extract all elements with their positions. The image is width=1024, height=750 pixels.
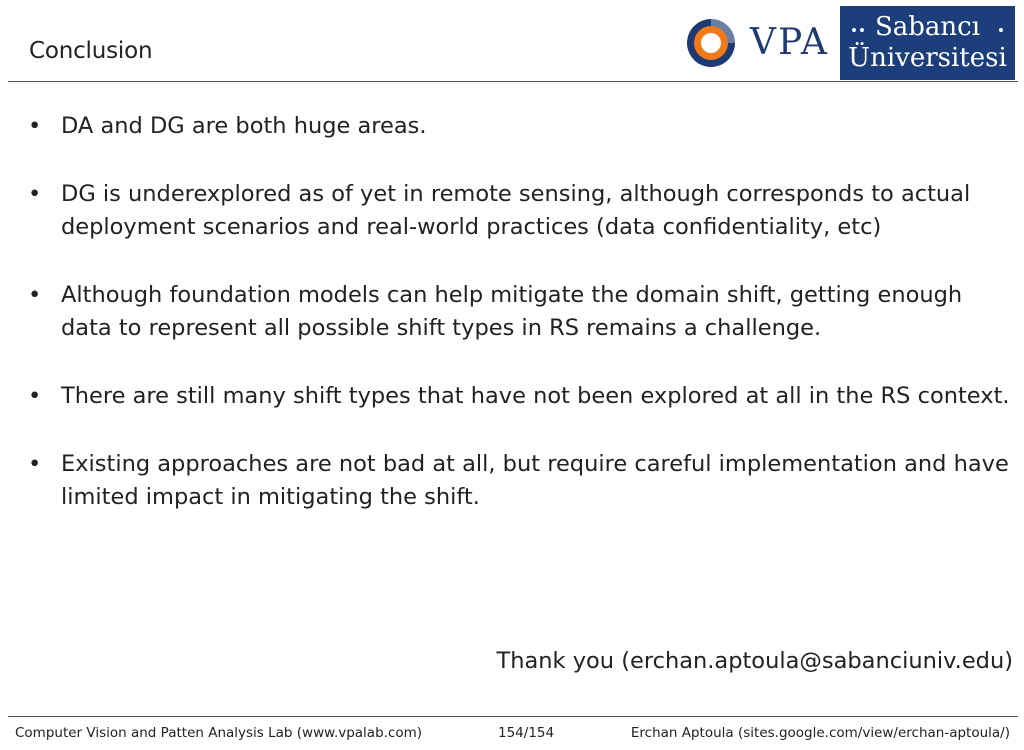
page-number: 154/154	[498, 725, 555, 741]
footer-divider	[8, 716, 1018, 717]
vpa-logo-text: VPA	[750, 22, 829, 63]
sabanci-logo	[840, 6, 1015, 80]
bullet-marker: •	[28, 383, 42, 409]
bullet-text: DG is underexplored as of yet in remote sensing, although corresponds to actual deployment scenarios and real-world practices (data confidentiality, etc)	[61, 181, 971, 240]
bullet-list	[28, 110, 1013, 549]
bullet-text: Existing approaches are not bad at all, but require careful implementation and have limited impact in mitigating the shift.	[61, 451, 1009, 510]
footer-author: Erchan Aptoula (sites.google.com/view/erchan-aptoula/)	[630, 725, 1010, 741]
bullet-marker: •	[28, 451, 42, 477]
footer-lab-name: Computer Vision and Patten Analysis Lab (www.vpalab.com)	[15, 725, 423, 741]
sabanci-logo-line1: Sabancı	[874, 12, 981, 42]
bullet-marker: •	[28, 181, 42, 207]
bullet-item	[28, 380, 1013, 413]
slide-title: Conclusion	[29, 38, 153, 64]
bullet-text: Although foundation models can help mitigate the domain shift, getting enough data to represent all possible shift types in RS remains a challenge.	[61, 282, 963, 341]
bullet-text: There are still many shift types that have not been explored at all in the RS context.	[61, 383, 1010, 409]
thank-you-text: Thank you (erchan.aptoula@sabanciuniv.edu)	[496, 648, 1013, 674]
bullet-item	[28, 110, 1013, 143]
bullet-item	[28, 178, 1013, 244]
bullet-marker: •	[28, 282, 42, 308]
bullet-text: DA and DG are both huge areas.	[61, 113, 427, 139]
bullet-item	[28, 448, 1013, 514]
ring-logo-icon	[684, 16, 738, 70]
vpa-logo	[684, 14, 836, 72]
sabanci-logo-line2: Üniversitesi	[848, 43, 1007, 73]
header-divider	[8, 81, 1018, 82]
bullet-item	[28, 279, 1013, 345]
bullet-marker: •	[28, 113, 42, 139]
